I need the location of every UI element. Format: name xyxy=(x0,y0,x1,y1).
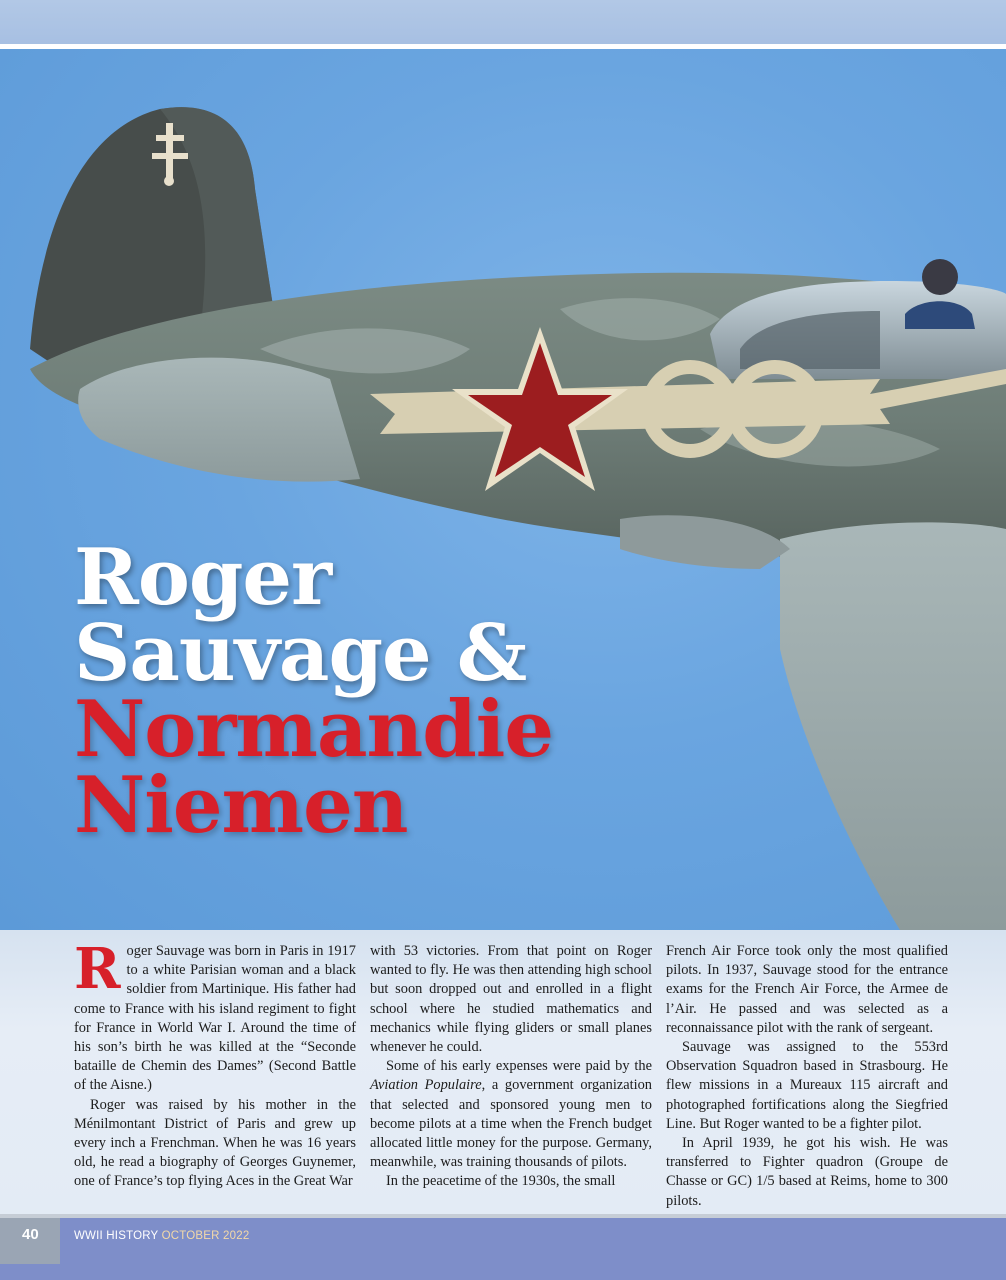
pilot-helmet xyxy=(922,259,958,295)
folio xyxy=(74,1230,249,1242)
publication-name: WWII HISTORY xyxy=(74,1230,159,1242)
page-number: 40 xyxy=(22,1226,39,1243)
organization-name: Aviation Populaire xyxy=(370,1077,482,1094)
paragraph: Roger was raised by his mother in the Ménilmontant District of Paris and grew up every inch a Frenchman. When he was 16 years old, he read a biography of Georges Guynemer, one of France’s top flying Aces in the Great War xyxy=(74,1096,356,1190)
headline-line-4: Niemen xyxy=(74,760,408,851)
paragraph: French Air Force took only the most qualified pilots. In 1937, Sauvage stood for the entrance exams for the French Air Force, the Armee de l’Air. He passed and was selected as a reconnaissance pilot with the rank of sergeant. xyxy=(666,943,948,1036)
headline-line-2: Sauvage & xyxy=(74,608,527,699)
article-column-1 xyxy=(74,936,356,1192)
top-bar xyxy=(0,0,1006,48)
paragraph-text: , a government organization that selected and sponsored young men to become pilots at a time when the French budget allocated little money for the purpose. Germany, meanwhile, was training thousands of pilots. xyxy=(370,1077,652,1171)
paragraph-text: oger Sauvage was born in Paris in 1917 to a white Parisian woman and a black soldier from Martinique. His father had come to France with his island regiment to fight for France in World War I. Around the time of his son’s birth he was killed at the “Seconde bataille de Chemin des Dames” (Second Battle of the Aisne.) xyxy=(74,943,356,1094)
article-column-2 xyxy=(370,942,652,1192)
paragraph: In April 1939, he got his wish. He was transferred to Fighter quadron (Groupe de Chasse or GC) 1/5 based at Reims, home to 300 pilots. xyxy=(666,1135,948,1209)
paragraph xyxy=(370,1057,652,1172)
horizontal-stabilizer xyxy=(78,358,360,482)
paragraph: with 53 victories. From that point on Roger wanted to fly. He was then attending high school but soon dropped out and enrolled in a flight school where he studied mathematics and mechanics while flying gliders or small planes whenever he could. xyxy=(370,943,652,1056)
drop-cap: R xyxy=(74,936,121,1002)
article-headline xyxy=(74,532,553,851)
main-wing xyxy=(780,522,1006,930)
paragraph-text: Some of his early expenses were paid by the xyxy=(386,1058,652,1075)
issue-date: OCTOBER 2022 xyxy=(161,1230,250,1242)
paragraph: Sauvage was assigned to the 553rd Observation Squadron based in Strasbourg. He flew missions in a Mureaux 115 aircraft and photographed fortifications along the Siegfried Line. But Roger wanted to be a fighter pilot. xyxy=(666,1039,948,1132)
headline-line-3: Normandie xyxy=(74,684,553,775)
page-footer xyxy=(0,1218,1006,1280)
article-column-3 xyxy=(666,942,948,1211)
headline-line-1: Roger xyxy=(74,532,332,623)
paragraph: In the peacetime of the 1930s, the small xyxy=(386,1173,616,1190)
paragraph xyxy=(74,936,356,1096)
